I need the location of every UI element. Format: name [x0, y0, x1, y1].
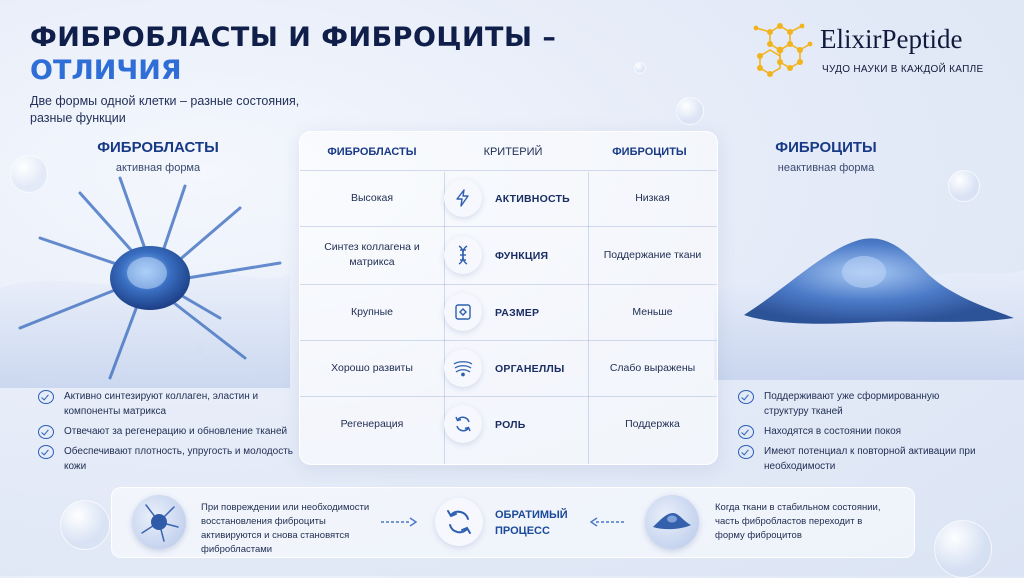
- table-cell: Поддержка: [625, 417, 680, 430]
- criterion-label: РАЗМЕР: [495, 307, 540, 319]
- list-item: [38, 389, 298, 419]
- reversible-process-panel: [111, 487, 915, 558]
- cycle-icon: [435, 498, 483, 546]
- check-circle-icon: [738, 425, 754, 439]
- table-cell: Меньше: [632, 305, 673, 318]
- arrow-right-icon: [379, 517, 419, 527]
- table-header-fibrocytes: ФИБРОЦИТЫ: [612, 146, 687, 158]
- fibrocyte-subheading: неактивная форма: [777, 162, 875, 174]
- criterion-label: АКТИВНОСТЬ: [495, 193, 570, 205]
- bubble-decoration: [934, 520, 992, 578]
- bubble-decoration: [60, 500, 110, 550]
- check-circle-icon: [738, 390, 754, 404]
- brand-name: ElixirPeptide: [820, 24, 963, 54]
- page-subtitle: Две формы одной клетки – разные состояния, разные функции: [30, 94, 300, 125]
- bullet-text: Отвечают за регенерацию и обновление тканей: [64, 426, 288, 437]
- fibrocyte-heading: ФИБРОЦИТЫ: [775, 139, 877, 156]
- bullet-text: Поддерживают уже сформированную структуру тканей: [764, 391, 940, 417]
- table-header-criterion: КРИТЕРИЙ: [483, 146, 543, 158]
- fibroblast-thumbnail: [132, 495, 186, 549]
- criterion-label: ОРГАНЕЛЛЫ: [495, 363, 565, 375]
- table-header-fibroblasts: ФИБРОБЛАСТЫ: [327, 146, 417, 158]
- comparison-table: [299, 131, 718, 465]
- fibroblast-heading: ФИБРОБЛАСТЫ: [97, 139, 219, 156]
- table-cell: Крупные: [351, 305, 393, 318]
- bubble-decoration: [676, 97, 704, 125]
- table-cell: Синтез коллагена и матрикса: [324, 241, 420, 268]
- check-circle-icon: [738, 445, 754, 459]
- molecule-logo-icon: [748, 18, 814, 82]
- size-icon: [444, 293, 482, 331]
- check-circle-icon: [38, 425, 54, 439]
- table-cell: Низкая: [635, 191, 670, 204]
- page-title: ФИБРОБЛАСТЫ И ФИБРОЦИТЫ –: [30, 22, 557, 53]
- bullet-text: Находятся в состоянии покоя: [764, 426, 902, 437]
- table-cell: Поддержание ткани: [603, 248, 702, 261]
- bullet-text: Активно синтезируют коллаген, эластин и компоненты матрикса: [64, 391, 259, 417]
- arrow-left-icon: [588, 517, 628, 527]
- fibroblast-cell-image: [0, 168, 290, 388]
- cycle-icon: [444, 405, 482, 443]
- bubble-decoration: [634, 62, 646, 74]
- list-item: [38, 444, 298, 474]
- brand-logo: [748, 18, 1008, 82]
- organelle-icon: [444, 349, 482, 387]
- fibrocyte-heading-block: [726, 139, 926, 174]
- deactivation-description: Когда ткани в стабильном состоянии, часть фибробластов переходит в форму фиброцитов: [715, 502, 881, 541]
- lightning-icon: [444, 179, 482, 217]
- fibrocyte-bullet-list: [738, 389, 978, 479]
- process-label: ОБРАТИМЫЙ ПРОЦЕСС: [495, 509, 568, 537]
- bullet-text: Обеспечивают плотность, упругость и молодость кожи: [64, 446, 293, 472]
- table-cell: Высокая: [350, 191, 394, 204]
- fibrocyte-cell-image: [714, 180, 1024, 380]
- list-item: [738, 389, 978, 419]
- list-item: [738, 444, 978, 474]
- table-cell: Регенерация: [340, 417, 404, 430]
- list-item: [738, 424, 978, 439]
- brand-tagline: ЧУДО НАУКИ В КАЖДОЙ КАПЛЕ: [822, 64, 984, 75]
- criterion-label: ФУНКЦИЯ: [495, 250, 549, 262]
- fibroblast-bullet-list: [38, 389, 298, 479]
- list-item: [38, 424, 298, 439]
- page-title-accent: ОТЛИЧИЯ: [30, 55, 182, 86]
- fibroblast-subheading: активная форма: [115, 162, 201, 174]
- table-cell: Слабо выражены: [609, 361, 696, 374]
- check-circle-icon: [38, 445, 54, 459]
- bullet-text: Имеют потенциал к повторной активации при необходимости: [764, 446, 976, 472]
- activation-description: При повреждении или необходимости восстановления фиброциты активируются и снова становятся фибробластами: [201, 502, 370, 555]
- fibrocyte-thumbnail: [645, 495, 699, 549]
- check-circle-icon: [38, 390, 54, 404]
- dna-icon: [444, 236, 482, 274]
- criterion-label: РОЛЬ: [495, 419, 526, 431]
- table-cell: Хорошо развиты: [331, 361, 413, 374]
